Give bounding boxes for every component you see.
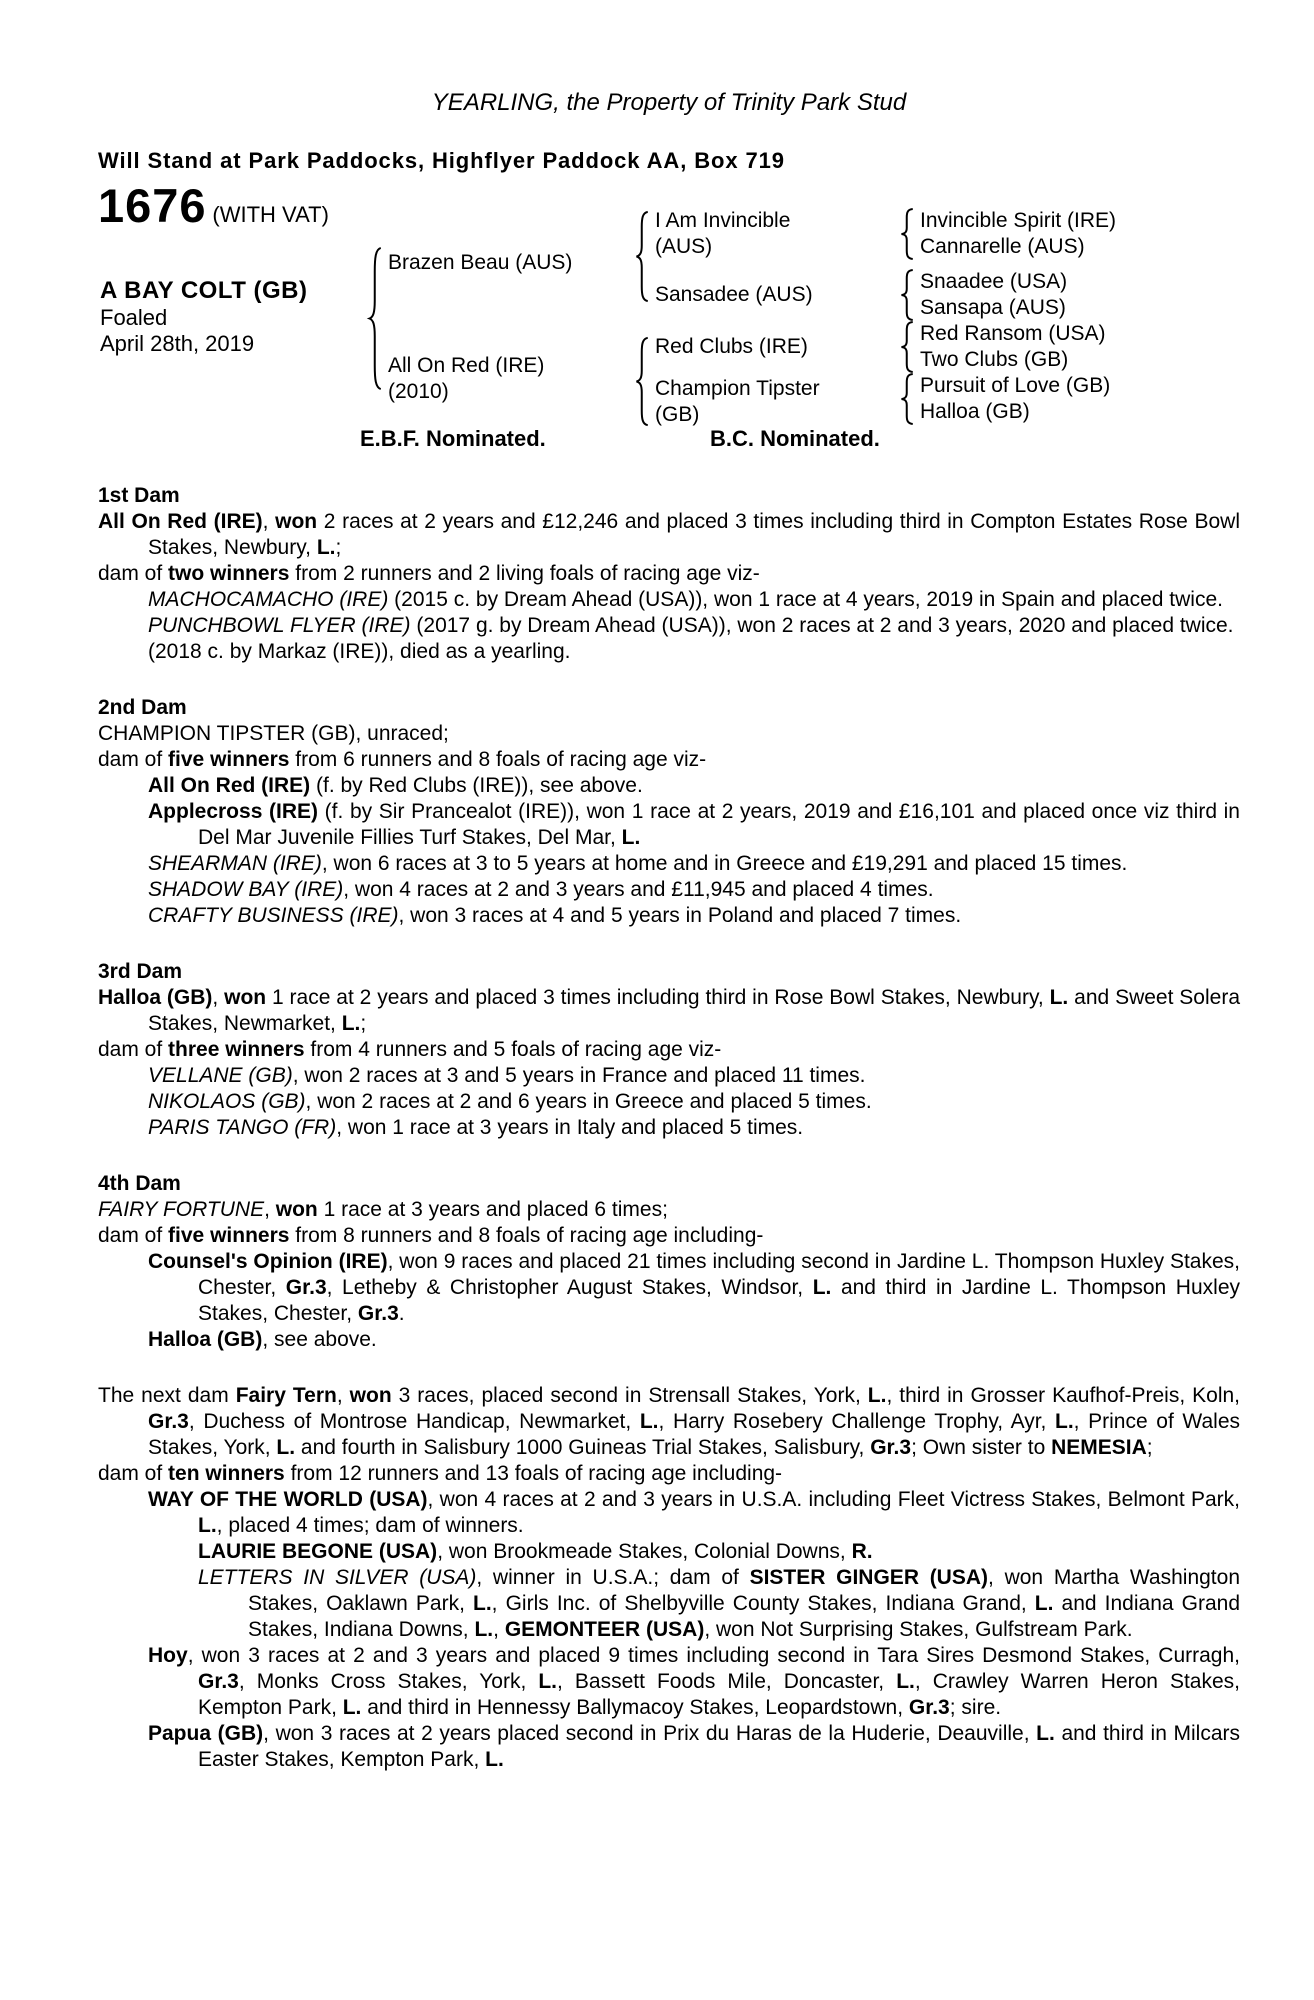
gen3-brace-2 bbox=[900, 269, 915, 321]
text-run: L. bbox=[867, 1384, 887, 1407]
text-run: L. bbox=[812, 1276, 832, 1299]
text-run: , won 4 races at 2 and 3 years in U.S.A. including Fleet Victress Stakes, Belmont Park, bbox=[427, 1488, 1240, 1511]
paragraph bbox=[98, 1223, 1240, 1249]
text-run: 1 race at 3 years and placed 6 times; bbox=[317, 1198, 668, 1221]
text-run: CHAMPION TIPSTER (GB), unraced; bbox=[98, 722, 449, 745]
text-run: , bbox=[264, 1198, 276, 1221]
text-run: , see above. bbox=[262, 1328, 377, 1351]
text-run: L. bbox=[896, 1670, 915, 1693]
text-run: , bbox=[336, 1384, 350, 1407]
text-run: from 2 runners and 2 living foals of racing age viz- bbox=[289, 562, 760, 585]
foaled-label: Foaled bbox=[100, 305, 168, 330]
text-run: from 6 runners and 8 foals of racing age viz- bbox=[289, 748, 707, 771]
gen1-brace bbox=[368, 245, 383, 392]
text-run: Gr.3 bbox=[148, 1410, 189, 1433]
text-run: Halloa (GB) bbox=[148, 1328, 263, 1351]
text-run: L. bbox=[341, 1012, 361, 1035]
page-title: YEARLING, the Property of Trinity Park Stud bbox=[431, 89, 907, 116]
text-run: L. bbox=[1049, 986, 1069, 1009]
pedigree-sire-dam: Sansadee (AUS) bbox=[655, 283, 813, 306]
text-run: NEMESIA bbox=[1051, 1436, 1147, 1459]
text-run: , bbox=[262, 510, 276, 533]
text-run: , won 3 races at 2 years placed second in Prix du Haras de la Huderie, Deauville, bbox=[263, 1722, 1037, 1745]
text-run: , won 6 races at 3 to 5 years at home and in Greece and £19,291 and placed 15 times. bbox=[321, 852, 1128, 875]
paragraph bbox=[98, 1383, 1240, 1461]
text-run: VELLANE (GB) bbox=[148, 1064, 293, 1087]
lot-header bbox=[98, 179, 329, 232]
dam-section bbox=[98, 483, 1240, 665]
text-run: LETTERS IN SILVER (USA) bbox=[198, 1566, 477, 1589]
dam-section bbox=[98, 695, 1240, 929]
pedigree-dam-dam-line2: (GB) bbox=[655, 403, 700, 426]
text-run: L. bbox=[1055, 1410, 1074, 1433]
text-run: Halloa (GB) bbox=[98, 986, 213, 1009]
gen2-brace-dam bbox=[635, 336, 650, 427]
text-run: CRAFTY BUSINESS (IRE) bbox=[148, 904, 399, 927]
pedigree-gen3-name: Snaadee (USA) bbox=[920, 270, 1068, 293]
paragraph bbox=[98, 509, 1240, 561]
pedigree-table bbox=[98, 179, 1240, 457]
text-run: L. bbox=[1036, 1722, 1055, 1745]
text-run: , third in Grosser Kaufhof-Preis, Koln, bbox=[886, 1384, 1241, 1407]
text-run: and third in Jardine L. Thompson Huxley Stakes, Chester, bbox=[198, 1276, 1240, 1325]
text-run: dam of bbox=[98, 1462, 169, 1485]
paragraph bbox=[98, 1063, 1240, 1089]
paragraph bbox=[98, 1565, 1240, 1643]
paragraph bbox=[98, 1115, 1240, 1141]
text-run: The next dam bbox=[98, 1384, 236, 1407]
text-run: and third in Milcars Easter Stakes, Kempton Park, bbox=[198, 1722, 1241, 1771]
text-run: GEMONTEER (USA) bbox=[504, 1618, 705, 1641]
text-run: , won Martha Washington Stakes, Oaklawn Park, bbox=[248, 1566, 1241, 1615]
text-run: , Letheby & Christopher August Stakes, Windsor, bbox=[326, 1276, 813, 1299]
text-run: PUNCHBOWL FLYER (IRE) bbox=[148, 614, 411, 637]
paragraph bbox=[98, 1327, 1240, 1353]
text-run: , won 1 race at 3 years in Italy and placed 5 times. bbox=[336, 1116, 804, 1139]
text-run: L. bbox=[485, 1748, 504, 1771]
gen3-brace-3 bbox=[900, 321, 915, 373]
text-run: 3 races, placed second in Strensall Stakes, York, bbox=[391, 1384, 868, 1407]
text-run: Papua (GB) bbox=[148, 1722, 264, 1745]
pedigree-gen3-name: Pursuit of Love (GB) bbox=[920, 374, 1111, 397]
text-run: LAURIE BEGONE (USA) bbox=[198, 1540, 438, 1563]
paragraph bbox=[98, 1721, 1240, 1773]
paragraph bbox=[98, 639, 1240, 665]
text-run: , won Not Surprising Stakes, Gulfstream Park. bbox=[704, 1618, 1133, 1641]
text-run: Hoy bbox=[148, 1644, 188, 1667]
section-heading: 1st Dam bbox=[98, 484, 180, 507]
text-run: MACHOCAMACHO (IRE) bbox=[148, 588, 389, 611]
text-run: , won 2 races at 2 and 6 years in Greece and placed 5 times. bbox=[305, 1090, 872, 1113]
text-run: 2 races at 2 years and £12,246 and placed 3 times including third in Compton Estates Rose Bowl Stakes, Newbury, bbox=[148, 510, 1241, 559]
text-run: ; bbox=[360, 1012, 367, 1035]
paragraph bbox=[98, 1643, 1240, 1721]
paragraph bbox=[98, 1461, 1240, 1487]
section-heading: 2nd Dam bbox=[98, 696, 187, 719]
text-run: won bbox=[349, 1384, 392, 1407]
pedigree-gen3-name: Invincible Spirit (IRE) bbox=[920, 209, 1117, 232]
text-run: L. bbox=[198, 1514, 217, 1537]
text-run: from 12 runners and 13 foals of racing age including- bbox=[284, 1462, 783, 1485]
paragraph bbox=[98, 587, 1240, 613]
pedigree-dam-line1: All On Red (IRE) bbox=[388, 354, 545, 377]
text-run: , bbox=[212, 986, 225, 1009]
text-run: , won 4 races at 2 and 3 years and £11,945 and placed 4 times. bbox=[343, 878, 934, 901]
text-run: , Girls Inc. of Shelbyville County Stakes, Indiana Grand, bbox=[491, 1592, 1035, 1615]
dam-sections bbox=[98, 483, 1240, 1773]
text-run: All On Red (IRE) bbox=[148, 774, 311, 797]
text-run: L. bbox=[316, 536, 336, 559]
section-heading: 4th Dam bbox=[98, 1172, 181, 1195]
horse-description: A BAY COLT (GB) bbox=[100, 277, 308, 304]
text-run: , won 3 races at 2 and 3 years and placed 9 times including second in Tara Sires Desmond Stakes, Curragh, bbox=[187, 1644, 1240, 1667]
text-run: , Prince of Wales Stakes, York, bbox=[148, 1410, 1240, 1459]
text-run: SHADOW BAY (IRE) bbox=[148, 878, 344, 901]
text-run: five winners bbox=[168, 748, 290, 771]
text-run: (2015 c. by Dream Ahead (USA)), won 1 race at 4 years, 2019 in Spain and placed twice. bbox=[388, 588, 1223, 611]
foaled-date: April 28th, 2019 bbox=[100, 331, 255, 356]
pedigree-gen3-name: Cannarelle (AUS) bbox=[920, 235, 1085, 258]
text-run: five winners bbox=[168, 1224, 290, 1247]
text-run: ten winners bbox=[168, 1462, 285, 1485]
text-run: from 4 runners and 5 foals of racing age viz- bbox=[304, 1038, 722, 1061]
paragraph bbox=[98, 1197, 1240, 1223]
text-run: L. bbox=[639, 1410, 659, 1433]
text-run: L. bbox=[538, 1670, 558, 1693]
pedigree-dam-dam-line1: Champion Tipster bbox=[655, 377, 820, 400]
text-run: PARIS TANGO (FR) bbox=[148, 1116, 337, 1139]
text-run: won bbox=[224, 986, 267, 1009]
text-run: , Harry Rosebery Challenge Trophy, Ayr, bbox=[658, 1410, 1055, 1433]
text-run: , winner in U.S.A.; dam of bbox=[476, 1566, 750, 1589]
text-run: Gr.3 bbox=[285, 1276, 327, 1299]
paragraph bbox=[98, 985, 1240, 1037]
text-run: ; sire. bbox=[949, 1696, 1002, 1719]
text-run: won bbox=[275, 510, 318, 533]
pedigree-sire-sire-line1: I Am Invincible bbox=[655, 209, 791, 232]
paragraph bbox=[98, 877, 1240, 903]
paragraph bbox=[98, 561, 1240, 587]
pedigree-dam-line2: (2010) bbox=[388, 380, 449, 403]
text-run: , won 2 races at 3 and 5 years in France and placed 11 times. bbox=[292, 1064, 866, 1087]
paragraph bbox=[98, 1539, 1240, 1565]
text-run: three winners bbox=[168, 1038, 305, 1061]
text-run: L. bbox=[473, 1592, 492, 1615]
text-run: All On Red (IRE) bbox=[98, 510, 263, 533]
text-run: , won 9 races and placed 21 times including second in Jardine L. Thompson Huxley Stakes, Chester, bbox=[198, 1250, 1240, 1299]
paragraph bbox=[98, 1487, 1240, 1539]
text-run: SISTER GINGER (USA) bbox=[749, 1566, 989, 1589]
gen3-brace-4 bbox=[900, 373, 915, 425]
dam-section bbox=[98, 959, 1240, 1141]
text-run: dam of bbox=[98, 562, 169, 585]
text-run: , won 3 races at 4 and 5 years in Poland and placed 7 times. bbox=[398, 904, 962, 927]
paragraph bbox=[98, 1089, 1240, 1115]
paragraph bbox=[98, 721, 1240, 747]
text-run: FAIRY FORTUNE bbox=[98, 1198, 265, 1221]
text-run: and third in Hennessy Ballymacoy Stakes, Leopardstown, bbox=[361, 1696, 909, 1719]
text-run: R. bbox=[851, 1540, 873, 1563]
text-run: SHEARMAN (IRE) bbox=[148, 852, 322, 875]
text-run: L. bbox=[342, 1696, 362, 1719]
text-run: L. bbox=[474, 1618, 494, 1641]
text-run: Gr.3 bbox=[908, 1696, 950, 1719]
text-run: , placed 4 times; dam of winners. bbox=[216, 1514, 524, 1537]
text-run: , won Brookmeade Stakes, Colonial Downs, bbox=[437, 1540, 852, 1563]
lot-number: 1676 bbox=[98, 179, 207, 232]
paragraph bbox=[98, 1037, 1240, 1063]
text-run: ; Own sister to bbox=[911, 1436, 1052, 1459]
text-run: L. bbox=[276, 1436, 296, 1459]
text-run: and fourth in Salisbury 1000 Guineas Trial Stakes, Salisbury, bbox=[295, 1436, 871, 1459]
ebf-nominated-label: E.B.F. Nominated. bbox=[360, 426, 546, 451]
pedigree-sire-sire-line2: (AUS) bbox=[655, 235, 713, 258]
text-run: from 8 runners and 8 foals of racing age including- bbox=[289, 1224, 764, 1247]
text-run: dam of bbox=[98, 1224, 169, 1247]
dam-section bbox=[98, 1171, 1240, 1353]
text-run: two winners bbox=[168, 562, 290, 585]
text-run: , Duchess of Montrose Handicap, Newmarket, bbox=[188, 1410, 640, 1433]
pedigree-gen3-name: Halloa (GB) bbox=[920, 400, 1030, 423]
text-run: dam of bbox=[98, 1038, 169, 1061]
paragraph bbox=[98, 799, 1240, 851]
paragraph bbox=[98, 613, 1240, 639]
text-run: Gr.3 bbox=[198, 1670, 239, 1693]
text-run: , bbox=[493, 1618, 505, 1641]
text-run: WAY OF THE WORLD (USA) bbox=[148, 1488, 428, 1511]
text-run: Gr.3 bbox=[870, 1436, 912, 1459]
text-run: (f. by Red Clubs (IRE)), see above. bbox=[310, 774, 643, 797]
text-run: won bbox=[275, 1198, 318, 1221]
paragraph bbox=[98, 851, 1240, 877]
text-run: , Crawley Warren Heron Stakes, Kempton Park, bbox=[198, 1670, 1240, 1719]
text-run: dam of bbox=[98, 748, 169, 771]
text-run: ; bbox=[335, 536, 342, 559]
pedigree-sire: Brazen Beau (AUS) bbox=[388, 251, 573, 274]
text-run: L. bbox=[1034, 1592, 1054, 1615]
text-run: and Indiana Grand Stakes, Indiana Downs, bbox=[248, 1592, 1241, 1641]
text-run: ; bbox=[1146, 1436, 1153, 1459]
paragraph bbox=[98, 747, 1240, 773]
text-run: (f. by Sir Prancealot (IRE)), won 1 race at 2 years, 2019 and £16,101 and placed once viz third in Del Mar Juvenile Fillies Turf Stakes, Del Mar, bbox=[198, 800, 1240, 849]
text-run: 1 race at 2 years and placed 3 times including third in Rose Bowl Stakes, Newbury, bbox=[266, 986, 1050, 1009]
text-run: and Sweet Solera Stakes, Newmarket, bbox=[148, 986, 1241, 1035]
text-run: Counsel's Opinion (IRE) bbox=[148, 1250, 388, 1273]
pedigree-gen3-name: Sansapa (AUS) bbox=[920, 296, 1066, 319]
paragraph bbox=[98, 1249, 1240, 1327]
pedigree-gen3-name: Two Clubs (GB) bbox=[920, 348, 1069, 371]
text-run: Applecross (IRE) bbox=[148, 800, 319, 823]
lot-vat-note: (WITH VAT) bbox=[212, 202, 329, 227]
paragraph bbox=[98, 903, 1240, 929]
pedigree-dam-sire: Red Clubs (IRE) bbox=[655, 335, 808, 358]
text-run: , Bassett Foods Mile, Doncaster, bbox=[557, 1670, 897, 1693]
bc-nominated-label: B.C. Nominated. bbox=[710, 426, 880, 451]
text-run: Gr.3 bbox=[357, 1302, 399, 1325]
text-run: Fairy Tern bbox=[235, 1384, 337, 1407]
text-run: (2017 g. by Dream Ahead (USA)), won 2 races at 2 and 3 years, 2020 and placed twice. bbox=[410, 614, 1234, 637]
pedigree-gen3-name: Red Ransom (USA) bbox=[920, 322, 1106, 345]
gen2-brace-sire bbox=[635, 210, 650, 303]
text-run: NIKOLAOS (GB) bbox=[148, 1090, 306, 1113]
text-run: , Monks Cross Stakes, York, bbox=[238, 1670, 539, 1693]
text-run: (2018 c. by Markaz (IRE)), died as a yearling. bbox=[148, 640, 571, 663]
gen3-brace-1 bbox=[900, 208, 915, 260]
paragraph bbox=[98, 773, 1240, 799]
text-run: L. bbox=[621, 826, 641, 849]
stand-location-line: Will Stand at Park Paddocks, Highflyer Paddock AA, Box 719 bbox=[98, 148, 785, 173]
section-heading: 3rd Dam bbox=[98, 960, 183, 983]
dam-section bbox=[98, 1383, 1240, 1773]
text-run: . bbox=[398, 1302, 405, 1325]
